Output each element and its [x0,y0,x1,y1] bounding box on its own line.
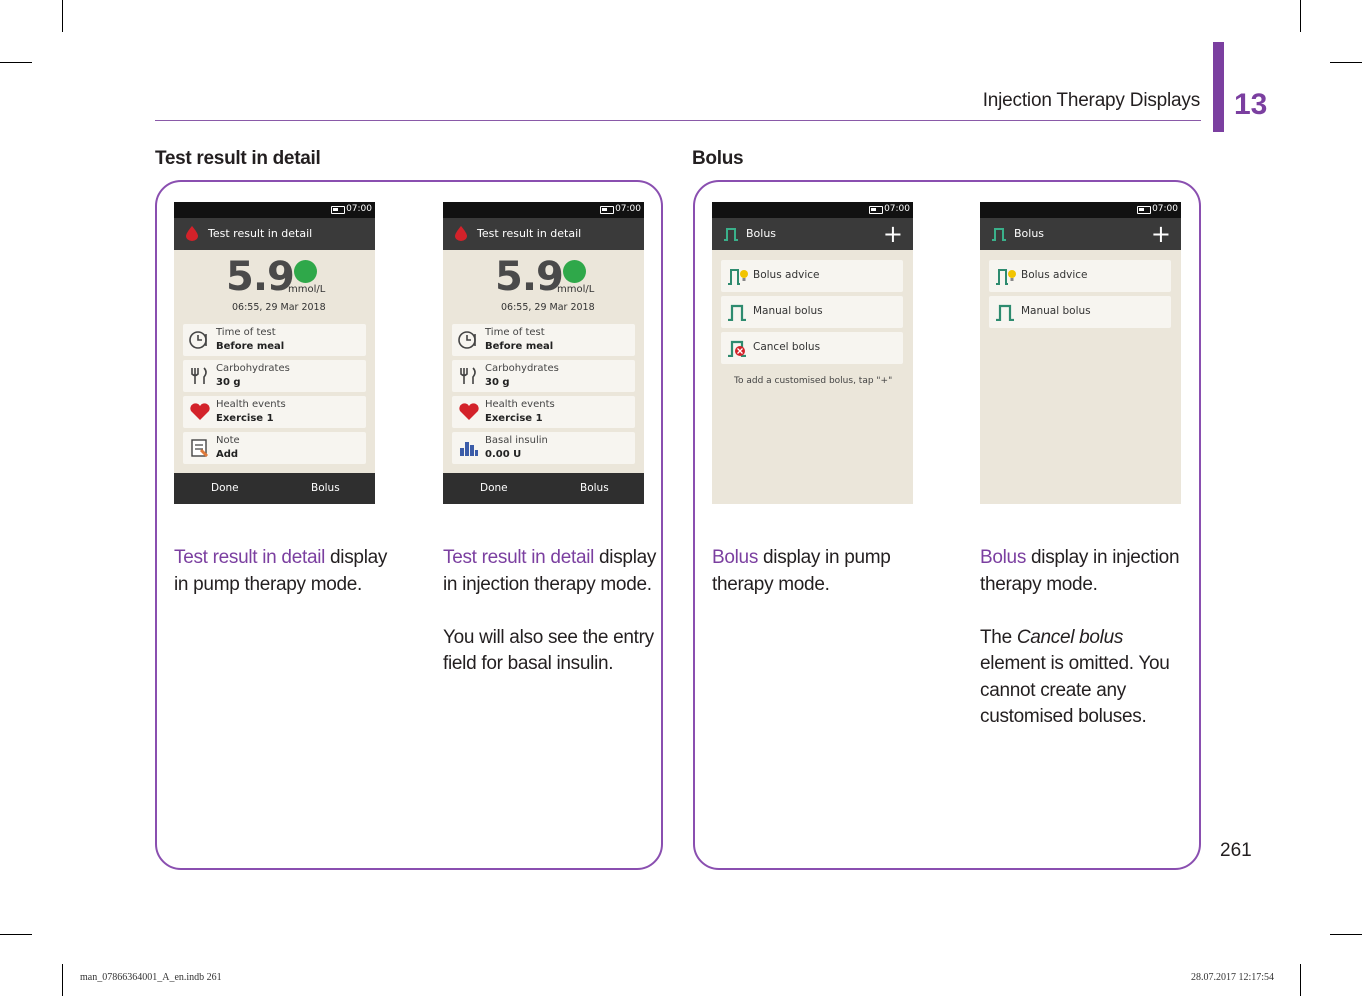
caption-text: display in injection therapy mode. [980,547,1180,595]
crop-mark [0,62,32,63]
in-range-indicator-icon [294,260,317,283]
screen-injection-test-result [443,202,644,504]
title-bar [712,218,913,250]
clock-icon [189,330,211,350]
row-label: Carbohydrates [216,363,290,374]
print-slug-left: man_07866364001_A_en.indb 261 [80,972,222,983]
blood-drop-icon [455,226,467,241]
caption-extra-italic: Cancel bolus [1016,626,1124,648]
row-label: Carbohydrates [485,363,559,374]
bolus-advice-icon [995,267,1017,285]
menu-item-label: Bolus advice [753,269,820,281]
crop-mark [1330,62,1362,63]
print-slug-right: 28.07.2017 12:17:54 [1190,972,1274,983]
screen-title: Bolus [1014,227,1045,240]
header-rule [155,120,1201,121]
caption-highlight: Bolus [980,547,1027,568]
row-value: Exercise 1 [216,413,274,424]
caption-pump-test-result [174,545,389,598]
caption-text: display in pump therapy mode. [174,547,388,595]
custom-bolus-hint: To add a customised bolus, tap "+" [734,376,893,386]
screen-pump-test-result [174,202,375,504]
menu-item-label: Manual bolus [1021,305,1091,317]
menu-item-bolus-advice[interactable] [989,260,1171,292]
title-bar [980,218,1181,250]
clock: 07:00 [615,204,641,214]
title-bar [443,218,644,250]
cancel-bolus-icon [727,339,749,357]
row-basal-insulin[interactable] [452,432,635,464]
menu-item-cancel-bolus[interactable] [721,332,903,364]
bolus-advice-icon [727,267,749,285]
clock: 07:00 [1152,204,1178,214]
row-note[interactable] [183,432,366,464]
test-datetime: 06:55, 29 Mar 2018 [501,302,595,313]
caption-highlight: Bolus [712,547,759,568]
bolus-icon [991,227,1007,241]
battery-icon [600,206,614,214]
menu-item-label: Manual bolus [753,305,823,317]
caption-highlight: Test result in detail [443,547,595,568]
manual-bolus-icon [995,303,1017,321]
menu-item-label: Cancel bolus [753,341,821,353]
screen-pump-bolus [712,202,913,504]
done-button[interactable]: Done [480,482,508,494]
caption-injection-test-result [443,545,658,678]
battery-icon [331,206,345,214]
status-bar [174,202,375,218]
caption-pump-bolus [712,545,927,598]
manual-bolus-icon [727,303,749,321]
status-bar [980,202,1181,218]
screen-title: Bolus [746,227,777,240]
row-value: Before meal [216,341,285,352]
glucose-value: 5.9 [495,254,563,300]
glucose-unit: mmol/L [557,284,595,295]
add-bolus-icon[interactable]: + [882,220,903,248]
glucose-value: 5.9 [226,254,294,300]
clock: 07:00 [346,204,372,214]
row-health-events[interactable] [452,396,635,428]
row-label: Health events [216,399,286,410]
row-label: Time of test [485,327,545,338]
basal-insulin-icon [458,438,480,458]
menu-item-manual-bolus[interactable] [989,296,1171,328]
battery-icon [869,206,883,214]
row-value: Before meal [485,341,554,352]
row-label: Health events [485,399,555,410]
heart-icon [458,402,480,422]
row-health-events[interactable] [183,396,366,428]
test-datetime: 06:55, 29 Mar 2018 [232,302,326,313]
chapter-tab [1213,42,1224,132]
crop-mark [1330,934,1362,935]
title-bar [174,218,375,250]
row-value: Add [216,449,239,460]
bolus-button[interactable]: Bolus [311,482,340,494]
crop-mark [62,964,63,996]
clock-icon [458,330,480,350]
row-value: 30 g [485,377,510,388]
row-value: 30 g [216,377,241,388]
page-number: 261 [1220,840,1252,861]
blood-drop-icon [186,226,198,241]
menu-item-bolus-advice[interactable] [721,260,903,292]
screen-footer [443,473,644,504]
add-bolus-icon[interactable]: + [1150,220,1171,248]
crop-mark [1300,0,1301,32]
caption-extra-suffix: element is omitted. You cannot create any customised boluses. [980,653,1170,727]
caption-text: display in injection therapy mode. [443,547,657,595]
status-bar [712,202,913,218]
section-title-bolus: Bolus [692,148,744,169]
menu-item-label: Bolus advice [1021,269,1088,281]
row-label: Basal insulin [485,435,548,446]
running-header: Injection Therapy Displays [982,90,1200,111]
caption-extra: You will also see the entry field for basal insulin. [443,626,654,674]
caption-injection-bolus [980,545,1180,731]
bolus-icon [723,227,739,241]
screen-title: Test result in detail [477,227,582,240]
row-value: 0.00 U [485,449,522,460]
menu-item-manual-bolus[interactable] [721,296,903,328]
note-icon [189,438,211,458]
row-carbohydrates[interactable] [183,360,366,392]
crop-mark [1300,964,1301,996]
battery-icon [1137,206,1151,214]
caption-text: display in pump therapy mode. [712,547,891,595]
crop-mark [0,934,32,935]
caption-highlight: Test result in detail [174,547,326,568]
screen-title: Test result in detail [208,227,313,240]
screen-footer [174,473,375,504]
in-range-indicator-icon [563,260,586,283]
row-value: Exercise 1 [485,413,543,424]
cutlery-icon [458,366,480,386]
glucose-unit: mmol/L [288,284,326,295]
done-button[interactable]: Done [211,482,239,494]
row-time-of-test[interactable] [183,324,366,356]
row-label: Note [216,435,240,446]
chapter-number: 13 [1234,88,1268,121]
status-bar [443,202,644,218]
clock: 07:00 [884,204,910,214]
row-carbohydrates[interactable] [452,360,635,392]
section-title-test-result: Test result in detail [155,148,321,169]
row-label: Time of test [216,327,276,338]
heart-icon [189,402,211,422]
bolus-button[interactable]: Bolus [580,482,609,494]
caption-extra-prefix: The [980,626,1017,648]
crop-mark [62,0,63,32]
screen-injection-bolus [980,202,1181,504]
cutlery-icon [189,366,211,386]
row-time-of-test[interactable] [452,324,635,356]
